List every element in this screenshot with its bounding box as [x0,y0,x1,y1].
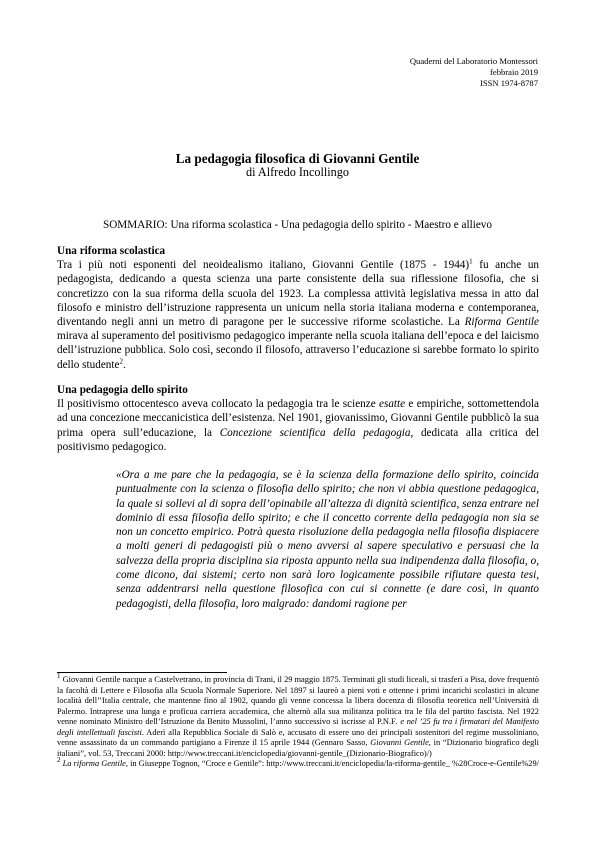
text-run: Il positivismo ottocentesco aveva collocato la pedagogia tra le scienze [57,398,379,411]
footnote-2 [57,756,540,770]
footnote-ref-2[interactable]: 2 [119,356,123,365]
text-run: , dedicata alla critica del positivismo pedagogico. [57,426,540,453]
journal-header [410,56,538,89]
text-run-italic: La riforma Gentile [60,759,126,768]
text-run: , in “Dizionario biografico degli italiani”, vol. 53, Treccani 2000: http://www.treccani.it/enciclopedia/giovanni-gentile_(Dizionario-Biografico)/) [57,738,539,758]
text-run: . Aderì alla Repubblica Sociale di Salò e, accusato di essere uno dei principali sostenitori del regime mussoliniano, venne assassinato da un commando partigiano a Firenze il 15 aprile 1944 (Gennaro Sasso, [57,727,540,747]
section-pedagogia [57,383,539,454]
body-paragraph [57,397,539,454]
article-author: di Alfredo Incollingo [246,165,349,179]
text-run: . [122,358,126,371]
article-summary: SOMMARIO: Una riforma scolastica - Una pedagogia dello spirito - Maestro e allievo [103,219,492,231]
text-run-italic: Concezione scientifica della pedagogia [219,426,411,439]
footnote-number: 1 [57,672,61,681]
body-paragraph [57,258,539,372]
text-run: mirava al superamento del positivismo pedagogico imperante nella scuola italiana dell’epoca e del laicismo dell’istruzione pubblica. Solo così, secondo il filosofo, attraverso l’educazione si sarebbe formato lo spirito dello studente [57,330,539,371]
text-run: Tra i più noti esponenti del neoidealismo italiano, Giovanni Gentile (1875 - 1944) [57,259,470,272]
text-run: , in Giuseppe Tognon, “Croce e Gentile”: http://www.treccani.it/enciclopedia/la-riforma-gentile_ %28Croce-e-Gentile%29/ [125,759,540,768]
text-run: fu anche un pedagogista, dedicando a questa scienza una parte consistente della sua riflessione filosofia, che si concretizzo con la sua riforma della scuola del 1923. La complessa attività legislativa messa in atto dal filosofo e ministro dell’istruzione rappresenta un unicum nella storia italiana moderna e contemporanea, diventando negli anni un metro di paragone per le successive riforme scolastiche. La [57,259,540,329]
article-title: La pedagogia filosofica di Giovanni Gentile [175,151,420,166]
footnote-ref-1[interactable]: 1 [469,257,473,266]
journal-issn: ISSN 1974-8787 [479,78,538,88]
footnote-number: 2 [57,756,61,765]
journal-date: febbraio 2019 [490,67,538,77]
footnote-1 [57,672,540,759]
text-run-italic: esatte [379,398,406,411]
footnote-divider [57,672,227,673]
journal-name: Quaderni del Laboratorio Montessori [409,56,538,66]
section-riforma [57,244,539,372]
block-quote: «Ora a me pare che la pedagogia, se è la scienza della formazione dello spirito, coincida puntualmente con la scienza o filosofia dello spirito; che non vi abbia questione pedagogica, la quale si sollevi al di sopra dell’opinabile all’altezza di dignità scientifica, senza entrare nel dominio di essa filosofia dello spirito; e che il concetto corrente della pedagogia non sia se non un concetto empirico. Potrà questa risoluzione della pedagogia nella filosofia dispiacere a molti generi di pedagogisti più o meno avversi al sapere speculativo e persuasi che la salvezza della propria disciplina sia riposta appunto nella sua indipendenza dalla filosofia, o, come dicono, dai sistemi; certo non sarà loro logicamente possibile rifiutare questa tesi, senza addentrarsi nella questione filosofica con cui si connette (e dare così, in quanto pedagogisti, della filosofia, loro malgrado: dandomi ragione per [116,469,539,610]
footnotes [57,672,540,770]
text-run: e empiriche, sottomettendola ad una concezione meccanicistica dell’esistenza. Nel 1901, giovanissimo, Giovanni Gentile pubblicò la sua prima opera sull’educazione, la [57,398,539,439]
text-run-italic: Riforma Gentile [464,316,539,329]
text-run-italic: Giovanni Gentile [370,738,429,747]
text-run-italic: . e nel ’25 fu tra i firmatari del Manifesto degli intellettuali fascisti [57,717,539,737]
text-run: Giovanni Gentile nacque a Castelvetrano, in provincia di Trani, il 29 maggio 1875. Terminati gli studi liceali, si trasferì a Pisa, dove frequentò la facoltà di Lettere e Filosofia alla Scuola Normale Superiore. Nel 1897 si laureò a pieni voti e ottenne i primi incarichi scolastici in alcune località dell’’Italia centrale, che mantenne fino al 1902, quando gli venne concessa la libera docenza di filosofia teoretica nell’Università di Palermo. Intraprese una lunga e proficua carriera accademica, che alternò alla sua militanza politica tra le fila del partito fascista. Nel 1922 venne nominato Ministro dell’Istruzione da Benito Mussolini, l’anno successivo si iscrisse al P.N.F [57,675,539,726]
section-heading: Una pedagogia dello spirito [57,384,188,396]
section-heading: Una riforma scolastica [57,245,166,257]
